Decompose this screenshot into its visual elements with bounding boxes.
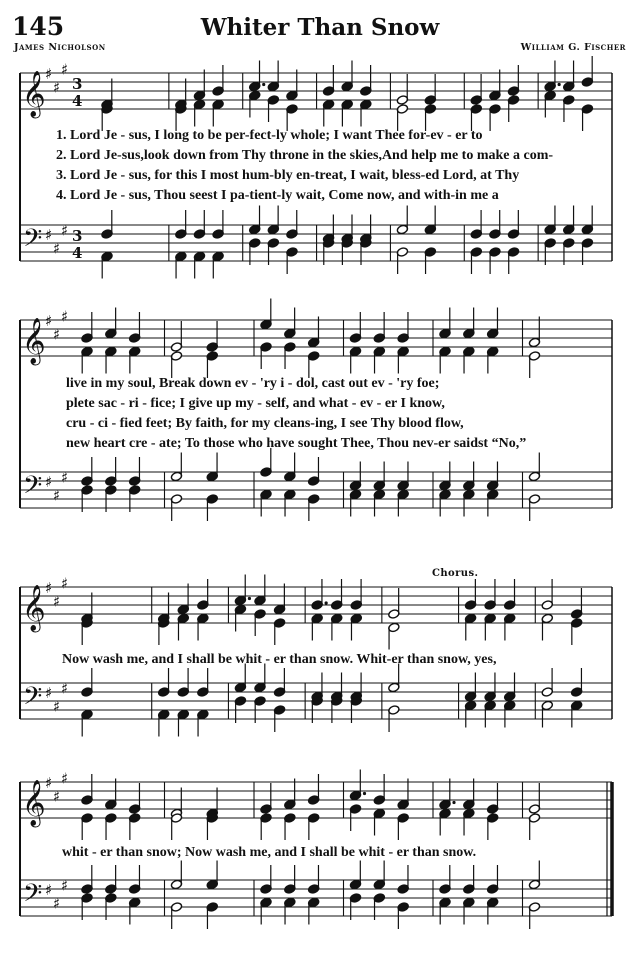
chorus-line-1: Now wash me, and I shall be whit - er than snow. Whit-er than snow, yes, xyxy=(62,652,497,667)
sharp-icon: ♯ xyxy=(45,579,53,597)
treble-clef-icon: 𝄞 xyxy=(22,780,46,826)
sharp-icon: ♯ xyxy=(61,679,69,698)
verse-3-line-2: cru - ci - fied feet; By faith, for my cleans-ing, I see Thy blood flow, xyxy=(66,416,464,431)
treble-clef-icon: 𝄞 xyxy=(22,585,46,631)
sharp-icon: ♯ xyxy=(53,486,61,505)
chorus-line-2: whit - er than snow; Now wash me, and I shall be whit - er than snow. xyxy=(62,845,477,860)
bass-clef-icon: 𝄢 xyxy=(23,682,43,717)
lyricist-credit: James Nicholson xyxy=(14,42,106,53)
sharp-icon: ♯ xyxy=(61,876,69,895)
time-signature-top: 3 xyxy=(72,227,83,245)
sharp-icon: ♯ xyxy=(61,221,69,240)
sharp-icon: ♯ xyxy=(53,78,61,97)
treble-clef-icon: 𝄞 xyxy=(22,318,46,364)
bass-clef-icon: 𝄢 xyxy=(23,471,43,506)
time-signature-bottom: 4 xyxy=(72,92,83,110)
time-signature-bottom: 4 xyxy=(72,244,83,262)
composer-credit: William G. Fischer xyxy=(520,42,626,53)
verse-3-line-1: 3. Lord Je - sus, for this I most hum-bly en-treat, I wait, bless-ed Lord, at Thy xyxy=(56,168,520,183)
dot xyxy=(262,83,265,86)
dot xyxy=(452,801,455,804)
verse-4-line-2: new heart cre - ate; To those who have sought Thee, Thou nev-er saidst “No,” xyxy=(66,436,527,451)
bass-clef-icon: 𝄢 xyxy=(23,879,43,914)
bass-clef-icon: 𝄢 xyxy=(23,224,43,259)
sharp-icon: ♯ xyxy=(45,881,53,899)
sharp-icon: ♯ xyxy=(45,473,53,491)
verse-2-line-2: plete sac - ri - fice; I give up my - self, and what - ev - er I know, xyxy=(66,396,445,411)
hymn-title: Whiter Than Snow xyxy=(200,14,440,41)
time-signature-top: 3 xyxy=(72,75,83,93)
sharp-icon: ♯ xyxy=(53,239,61,258)
sharp-icon: ♯ xyxy=(53,894,61,913)
sharp-icon: ♯ xyxy=(53,697,61,716)
sharp-icon: ♯ xyxy=(45,774,53,792)
dot xyxy=(248,597,251,600)
verse-1-line-2: live in my soul, Break down ev - 'ry i - dol, cast out ev - 'ry foe; xyxy=(66,376,440,391)
treble-clef-icon: 𝄞 xyxy=(22,71,46,117)
sharp-icon: ♯ xyxy=(53,325,61,344)
dot xyxy=(325,601,328,604)
sharp-icon: ♯ xyxy=(61,574,69,593)
sharp-icon: ♯ xyxy=(45,312,53,330)
sharp-icon: ♯ xyxy=(61,60,69,79)
sharp-icon: ♯ xyxy=(45,684,53,702)
sharp-icon: ♯ xyxy=(53,592,61,611)
sharp-icon: ♯ xyxy=(61,468,69,487)
chorus-label: Chorus. xyxy=(432,568,479,579)
verse-4-line-1: 4. Lord Je - sus, Thou seest I pa-tient-ly wait, Come now, and with-in me a xyxy=(56,188,499,203)
verse-2-line-1: 2. Lord Je-sus,look down from Thy throne in the skies,And help me to make a com- xyxy=(56,148,554,163)
sharp-icon: ♯ xyxy=(53,787,61,806)
dot xyxy=(363,792,366,795)
sharp-icon: ♯ xyxy=(45,65,53,83)
verse-1-line-1: 1. Lord Je - sus, I long to be per-fect-ly whole; I want Thee for-ev - er to xyxy=(56,128,483,143)
dot xyxy=(558,83,561,86)
sharp-icon: ♯ xyxy=(61,769,69,788)
sharp-icon: ♯ xyxy=(45,226,53,244)
sharp-icon: ♯ xyxy=(61,307,69,326)
hymn-number: 145 xyxy=(12,12,65,41)
